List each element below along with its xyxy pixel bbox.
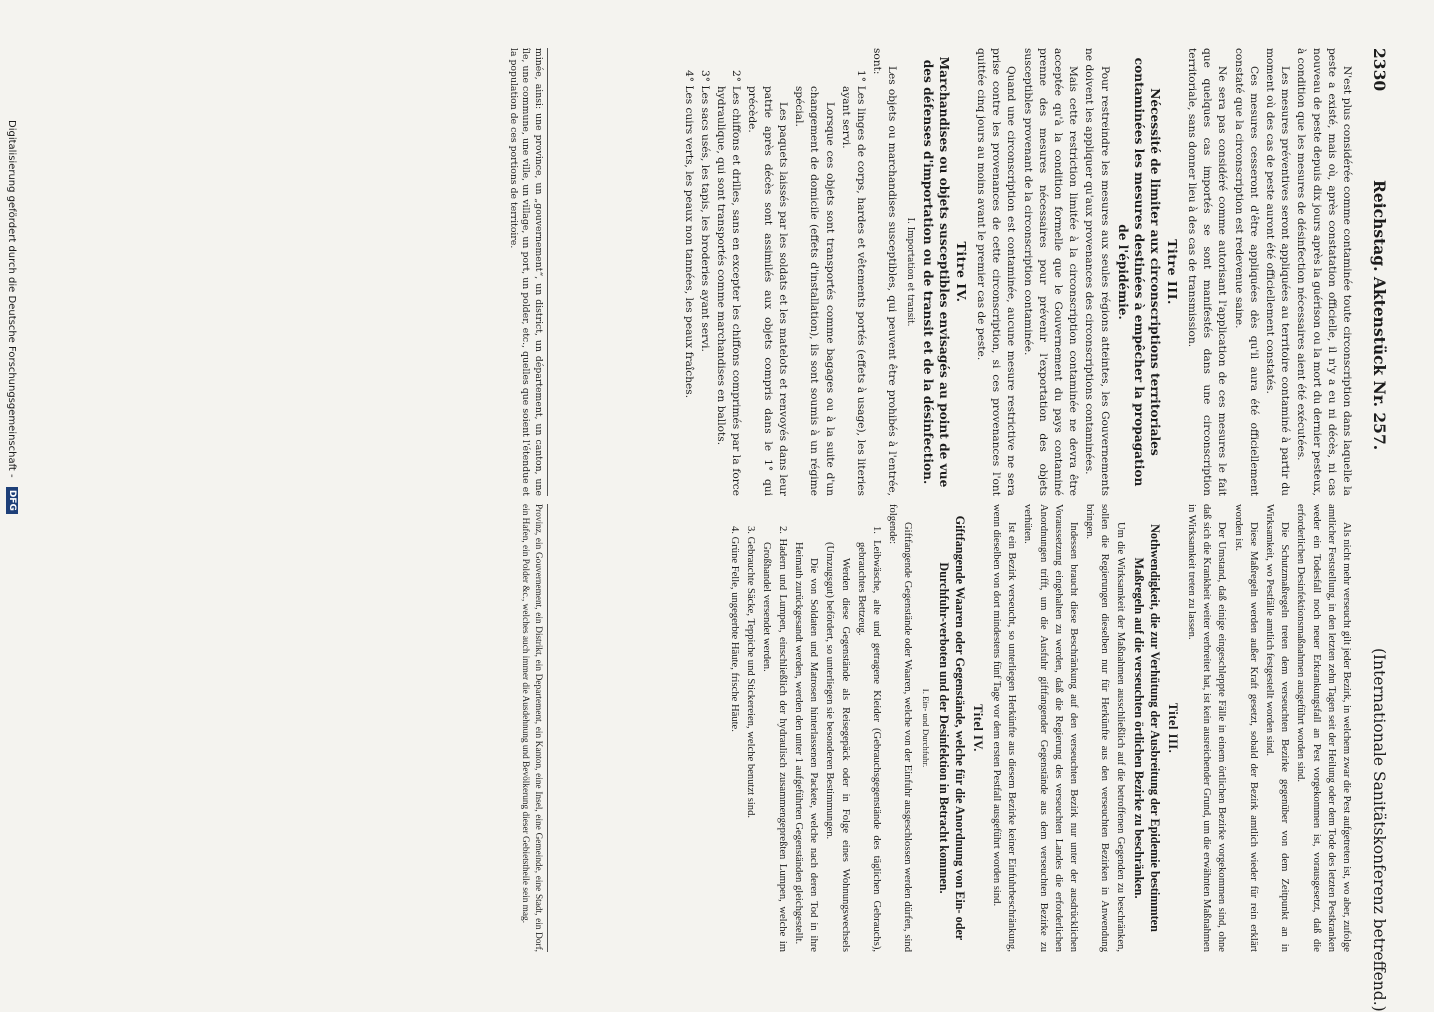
section-heading: Giftfangende Waaren oder Gegenstände, welche für die Anordnung von Ein- oder Durchfuhr-verboten und der Desinfektion in Betracht kommen. [936,515,967,941]
paragraph: Ces mesures cesseront d'être appliquées dès qu'il aura été officiellement constaté que la circonscription est redevenue saine. [1232,48,1260,496]
section-heading: Marchandises ou objets susceptibles envisagés au point de vue des défenses d'importation ou de transit et de la désinfection. [920,56,951,488]
german-column [726,504,1354,952]
list-item: 1° Les linges de corps, hardes et vêtements portés (effets à usage), les literies ayant servi. [839,70,867,496]
section-title: Titre III. [1164,239,1180,305]
credit-text: Digitalisierung gefördert durch die Deutsche Forschungsgemeinschaft - [6,120,17,478]
paragraph: Les objets ou marchandises susceptibles, qui peuvent être prohibés à l'entrée, sont: [871,48,899,496]
subsection-label: I. Importation et transit. [904,217,915,327]
list-subparagraph: Lorsque ces objets sont transportés comme bagages ou à la suite d'un changement de domicile (effets d'installation), ils sont soumis à un régime spécial. [793,86,836,496]
list-item: 3° Les sacs usés, les tapis, les broderies ayant servi. [698,70,711,352]
paragraph: Quand une circonscription est contaminée, aucune mesure restrictive ne sera prise contre les provenances de cette circonscription, si ces provenances l'ont quittée cinq jours au moins avant le premier cas de peste. [974,48,1018,496]
paragraph: Die Schutzmaßregeln treten dem verseuchten Bezirke gegenüber von dem Zeitpunkt an in Wirksamkeit, wo Pestfälle amtlich festgestellt worden sind. [1263,504,1291,952]
paragraph: Mais cette restriction limitée à la circonscription contaminée ne devra être acceptée qu'à la condition formelle que le Gouvernement du pays contaminé prenne des mesures nécessaires pour prévenir l'exportation des objets susceptibles provenant de la circonscription contaminée. [1021,48,1080,496]
paragraph: Um die Wirksamkeit der Maßnahmen ausschließlich auf die betroffenen Gegenden zu beschränken, sollen die Regierungen dieselben nur für Herkünfte aus den verseuchten Bezirken in Anwendung bringen. [1084,504,1126,952]
paragraph: Pour restreindre les mesures aux seules régions atteintes, les Gouvernements ne doivent les appliquer qu'aux provenances des circonscriptions contaminées. [1083,48,1111,496]
list-item: 1. Leibwäsche, alte und getragene Kleider (Gebrauchsgegenstände des täglichen Gebrauchs), gebrauchtes Bettzeug. [855,526,882,952]
list-subparagraph: Die von Soldaten und Matrosen hinterlassenen Packete, welche nach deren Tod in ihre Heimath zurückgesandt werden, werden den unter 1 aufgeführten Gegenständen gleichgestellt. [792,542,820,952]
section-title: Titre IV. [953,241,969,303]
section-heading: Nécessité de limiter aux circonscriptions territoriales contaminées les mesures destinées à empêcher la propagation de l'épidémie. [1115,57,1162,487]
section-heading: Nothwendigkeit, die zur Verhütung der Ausbreitung der Epidemie bestimmten Maßregeln auf die verseuchten örtlichen Bezirke zu beschränken. [1131,524,1162,932]
paragraph: Indessen braucht diese Beschränkung auf den verseuchten Bezirk nur unter der ausdrücklichen Voraussetzung eingehalten zu werden, daß die Regierung des verseuchten Landes die erforderlichen Anordnungen trifft, um die Ausfuhr giftfangender Gegenstände aus dem verseuchten Bezirke zu verhüten. [1022,504,1079,952]
list-item: 2. Hadern und Lumpen, einschließlich der hydraulisch zusammengepreßten Lumpen, welche im Großhandel versendet werden. [761,526,788,952]
paragraph: Les mesures préventives seront appliquées au territoire contaminé à partir du moment où des cas de peste auront été officiellement constatés. [1263,48,1292,496]
french-column [679,48,1354,496]
list-subparagraph: Les paquets laissés par les soldats et les matelots et renvoyés dans leur patrie après décès sont assimilés aux objets compris dans le 1° qui précède. [746,86,789,496]
page-number: 2330 [1370,48,1389,92]
page-title: Reichstag. Aktenstück Nr. 257. [1370,180,1389,451]
list-item: 4° Les cuirs verts, les peaux non tannées, les peaux fraîches. [682,70,695,399]
subsection-label: I. Ein- und Durchfuhr. [920,688,931,768]
list-subparagraph: Werden diese Gegenstände als Reisegepäck oder in Folge eines Wohnungswechsels (Umzugsgut) befördert, so unterliegen sie besonderen Bestimmungen. [824,542,851,952]
list-item: 3. Gebrauchte Säcke, Teppiche und Stickereien, welche benutzt sind. [745,526,757,819]
footnote-german: Provinz, ein Gouvernement, ein Distrikt, ein Departement, ein Kanton, eine Insel, eine Gemeinde, eine Stadt, ein Dorf, ein Hafen, ein Polder &c., welches auch immer die Ausdehnung und Bevölkerung dieser Gebietstheile sein mag. [519,504,548,952]
paragraph: N'est plus considérée comme contaminée toute circonscription dans laquelle la peste a existé, mais où, après constatation officielle, il n'y a eu ni décès, ni cas nouveau de peste depuis dix jours après la guérison ou la mort du dernier pesteux, à condition que les mesures de désinfection nécessaires aient été exécutées. [1295,48,1353,496]
running-head [1364,48,1394,1012]
paragraph: Giftfangende Gegenstände oder Waaren, welche von der Einfuhr ausgeschlossen werden dürfen, sind folgende: [887,504,914,952]
paragraph: Als nicht mehr verseucht gilt jeder Bezirk, in welchem zwar die Pest aufgetreten ist, wo aber, zufolge amtlicher Feststellung, in den letzten zehn Tagen seit der Heilung oder dem Tode des letzten Pestkranken weder ein Todesfall noch neuer Erkrankungsfall an Pest vorgekommen ist, vorausgesetzt, daß die erforderlichen Desinfektionsmaßnahmen ausgeführt worden sind. [1295,504,1352,952]
paragraph: Diese Maßregeln werden außer Kraft gesetzt, sobald der Bezirk amtlich wieder für rein erklärt worden ist. [1232,504,1259,952]
section-title: Titel III. [1165,702,1180,754]
dfg-logo: DFG [6,487,18,514]
paragraph: Ne sera pas considéré comme autorisant l'application de ces mesures le fait que quelques cas importés se sont manifestés dans une circonscription territoriale, sans donner lieu à des cas de transmission. [1185,48,1229,496]
paragraph: Der Umstand, daß einige eingeschleppte Fälle in einem örtlichen Bezirke vorgekommen sind, ohne daß sich die Krankheit weiter verbreitet hat, ist kein ausreichender Grund, um die erwähnten Maßnahmen in Wirksamkeit treten zu lassen. [1185,504,1228,952]
digitization-credit [4,120,18,980]
list-item: 2° Les chiffons et drilles, sans en excepter les chiffons comprimés par la force hydraulique, qui sont transportés comme marchandises en ballots. [715,70,743,496]
list-item: 4. Grüne Felle, ungegerbte Häute, frische Häute. [729,526,741,732]
page-subtitle: (Internationale Sanitätskonferenz betreffend.) [1370,648,1388,1012]
paragraph: Ist ein Bezirk verseucht, so unterliegen Herkünfte aus diesem Bezirke keiner Einfuhrbeschränkung, wenn dieselben von dort mindestens fünf Tage vor dem ersten Pestfall ausgeführt worden sind. [990,504,1018,952]
section-title: Titel IV. [970,704,985,752]
footnote-french: minée, ainsi: une province, un „gouvernement“, un district, un département, un canton, une île, une commune, une ville, un village, un port, un polder, etc., quelles que soient l'étendue et la population de ces portions de territoire. [506,48,548,496]
